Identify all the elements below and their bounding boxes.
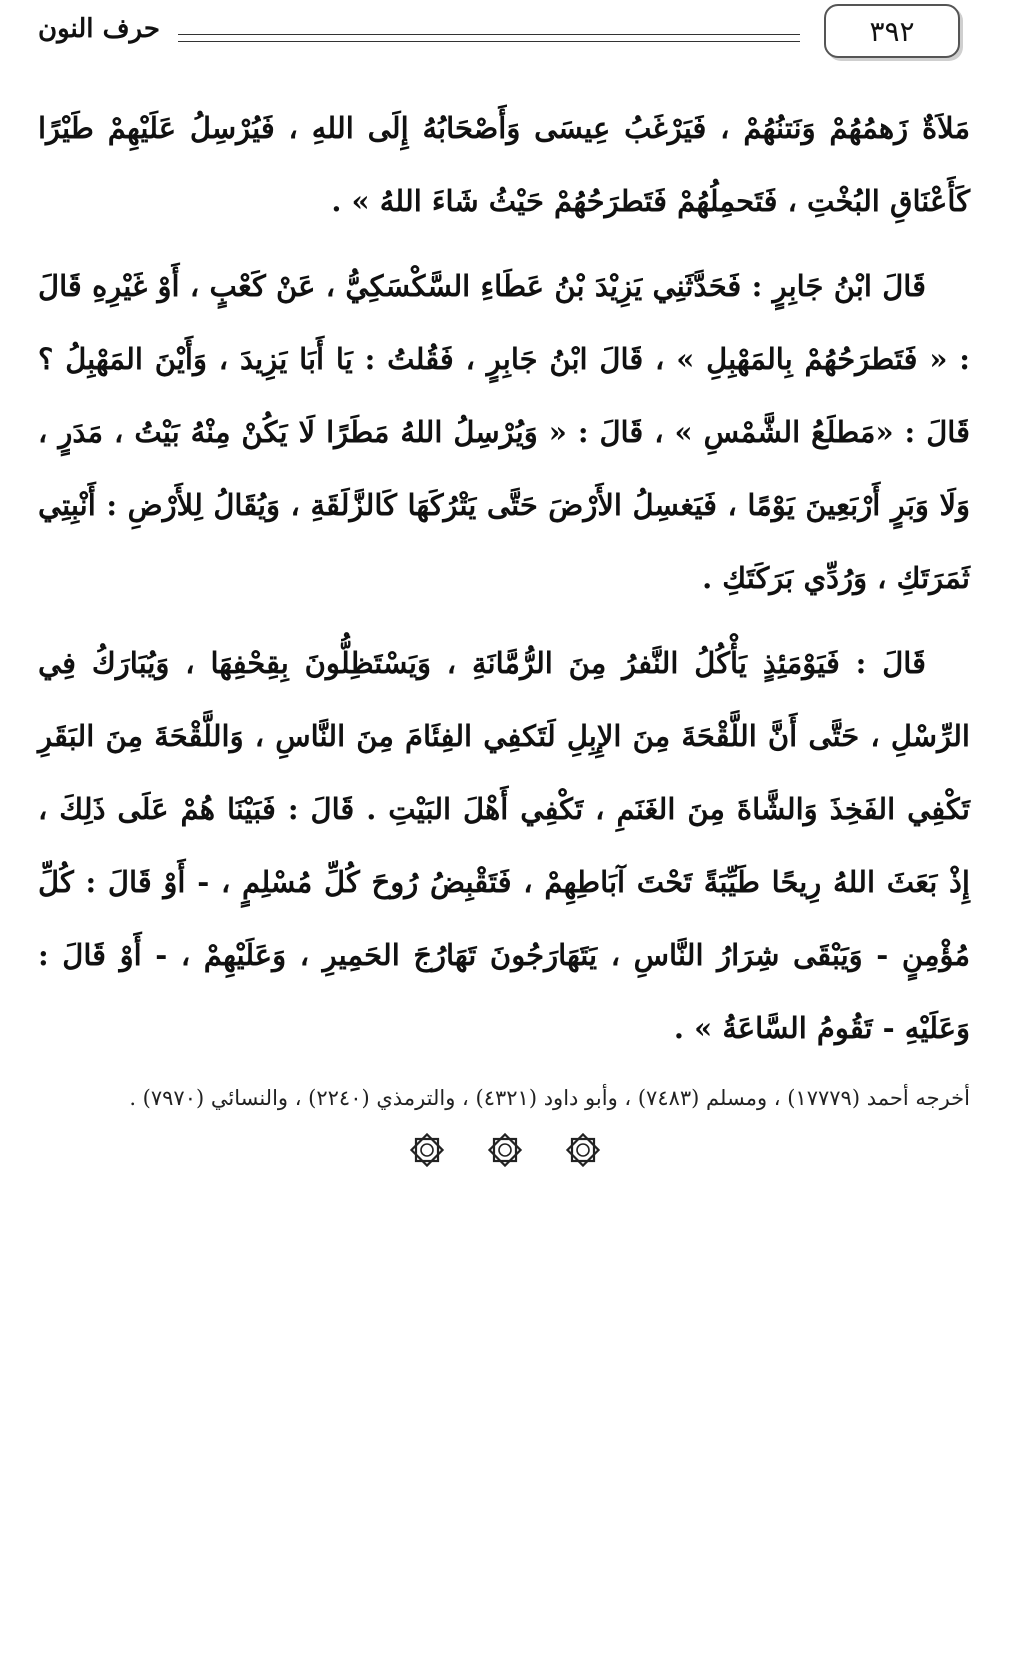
octagram-star-icon <box>485 1130 525 1170</box>
page-header <box>36 0 914 62</box>
paragraph-1: مَلاَةٌ زَهمُهُمْ وَنَتنُهُمْ ، فَيَرْغَبُ عِيسَى وَأَصْحَابُهُ إِلَى اللهِ ، فَيُرْسِلُ عَلَيْهِمْ طَيْرًا كَأَعْنَاقِ البُخْتِ ، فَتَحمِلُهُمْ فَتَطرَحُهُمْ حَيْثُ شَاءَ اللهُ » . <box>38 111 970 218</box>
running-title: حرف النون <box>38 14 160 44</box>
octagram-star-icon <box>407 1130 447 1170</box>
paragraph-2: قَالَ ابْنُ جَابِرٍ : فَحَدَّثَنِي يَزِيْدَ بْنُ عَطَاءِ السَّكْسَكِيُّ ، عَنْ كَعْبٍ ، أَوْ غَيْرِهِ قَالَ : « فَتَطرَحُهُمْ بِالمَهْبِلِ » ، قَالَ ابْنُ جَابِرٍ ، فَقُلتُ : يَا أَبَا يَزِيدَ ، وَأَيْنَ المَهْبِلُ ؟ قَالَ : «مَطلَعُ الشَّمْسِ » ، قَالَ : « وَيُرْسِلُ اللهُ مَطَرًا لَا يَكُنْ مِنْهُ بَيْتُ ، مَدَرٍ ، وَلَا وَبَرٍ أَرْبَعِينَ يَوْمًا ، فَيَغسِلُ الأَرْضَ حَتَّى يَتْرُكَهَا كَالزَّلَقَةِ ، وَيُقَالُ لِلأَرْضِ : أَنْبِتِي ثَمَرَتَكِ ، وَرُدِّي بَرَكَتَكِ . <box>38 269 970 595</box>
page-number: ٣٩٢ <box>824 4 960 58</box>
header-divider <box>178 34 800 42</box>
page-body <box>38 92 970 1125</box>
octagram-star-icon <box>563 1130 603 1170</box>
footnote: أخرجه أحمد (١٧٧٧٩) ، ومسلم (٧٤٨٣) ، وأبو داود (٤٣٢١) ، والترمذي (٢٢٤٠) ، والنسائي (٧٩٧٠) . <box>129 1086 970 1110</box>
section-end-ornaments <box>0 1130 1010 1170</box>
paragraph-3: قَالَ : فَيَوْمَئِذٍ يَأْكُلُ النَّفرُ مِنَ الرُّمَّانَةِ ، وَيَسْتَظِلُّونَ بِقِحْفِهَا ، وَيُبَارَكُ فِي الرِّسْلِ ، حَتَّى أَنَّ اللَّقْحَةَ مِنَ الإِبِلِ لَتَكفِي الفِئَامَ مِنَ النَّاسِ ، وَاللَّقْحَةَ مِنَ البَقَرِ تَكْفِي الفَخِذَ وَالشَّاةَ مِنَ الغَنَمِ ، تَكْفِي أَهْلَ البَيْتِ . قَالَ : فَبَيْنَا هُمْ عَلَى ذَلِكَ ، إِذْ بَعَثَ اللهُ رِيحًا طَيِّبَةً تَحْتَ آبَاطِهِمْ ، فَتَقْبِضُ رُوحَ كُلِّ مُسْلِمٍ ، - أَوْ قَالَ : كُلِّ مُؤْمِنٍ - وَيَبْقَى شِرَارُ النَّاسِ ، يَتَهَارَجُونَ تَهَارُجَ الحَمِيرِ ، وَعَلَيْهِمْ ، - أَوْ قَالَ : وَعَلَيْهِ - تَقُومُ السَّاعَةُ » . <box>38 646 970 1045</box>
